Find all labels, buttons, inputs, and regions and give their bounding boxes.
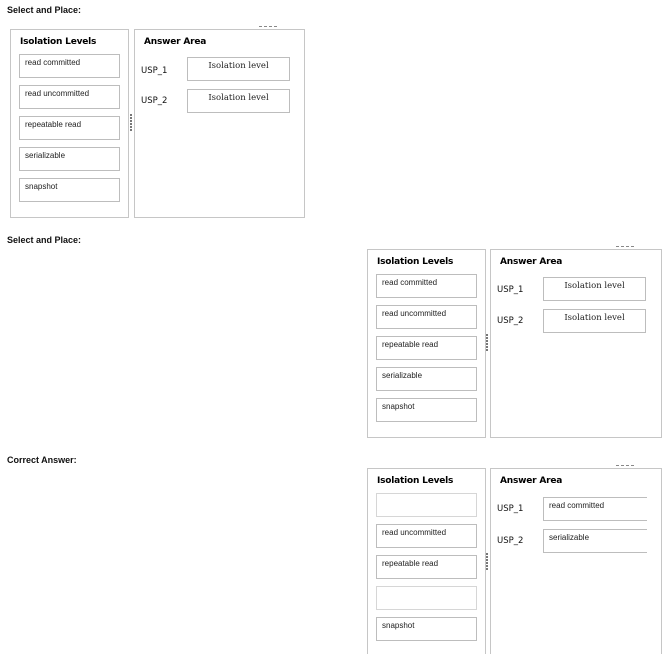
answer-panel-title: Answer Area [144,37,207,47]
section-2-source-panel [367,249,486,438]
target-label-usp-2: USP_2 [497,536,524,546]
source-item-read-uncommitted[interactable]: read uncommitted [376,305,477,329]
source-panel-title: Isolation Levels [377,476,454,486]
drop-target-usp-1[interactable]: Isolation level [543,277,646,301]
section-1-source-panel [10,29,129,218]
target-label-usp-1: USP_1 [141,66,168,76]
source-item-snapshot[interactable]: snapshot [19,178,120,202]
answer-panel-title: Answer Area [500,476,563,486]
drop-target-usp-2[interactable]: Isolation level [543,309,646,333]
section-1-label: Select and Place: [7,5,82,15]
drop-target-usp-1[interactable]: Isolation level [187,57,290,81]
drop-target-usp-1[interactable]: read committed [543,497,647,521]
target-label-usp-1: USP_1 [497,285,524,295]
section-2-drag-grip-icon[interactable] [486,334,489,351]
source-item-serializable[interactable]: serializable [376,367,477,391]
source-item-repeatable-read[interactable]: repeatable read [19,116,120,140]
section-2-label: Select and Place: [7,235,82,245]
source-item-empty-slot [376,586,477,610]
section-2-dash [616,246,634,248]
source-item-snapshot[interactable]: snapshot [376,617,477,641]
source-item-repeatable-read[interactable]: repeatable read [376,336,477,360]
source-item-read-uncommitted[interactable]: read uncommitted [376,524,477,548]
source-panel-title: Isolation Levels [20,37,97,47]
target-label-usp-2: USP_2 [141,96,168,106]
section-3-dash [616,465,634,467]
target-label-usp-1: USP_1 [497,504,524,514]
source-item-read-uncommitted[interactable]: read uncommitted [19,85,120,109]
target-label-usp-2: USP_2 [497,316,524,326]
drop-target-usp-2[interactable]: serializable [543,529,647,553]
drop-target-usp-2[interactable]: Isolation level [187,89,290,113]
source-item-snapshot[interactable]: snapshot [376,398,477,422]
section-3-drag-grip-icon[interactable] [486,553,489,570]
answer-panel-title: Answer Area [500,257,563,267]
section-3-answer-panel [490,468,662,654]
section-3-label: Correct Answer: [7,455,77,465]
section-3-source-panel [367,468,486,654]
source-item-read-committed[interactable]: read committed [376,274,477,298]
section-1-drag-grip-icon[interactable] [130,114,133,131]
section-2-answer-panel [490,249,662,438]
source-item-repeatable-read[interactable]: repeatable read [376,555,477,579]
source-item-serializable[interactable]: serializable [19,147,120,171]
source-item-empty-slot [376,493,477,517]
section-1-dash [259,26,277,28]
source-item-read-committed[interactable]: read committed [19,54,120,78]
section-1-answer-panel [134,29,305,218]
source-panel-title: Isolation Levels [377,257,454,267]
